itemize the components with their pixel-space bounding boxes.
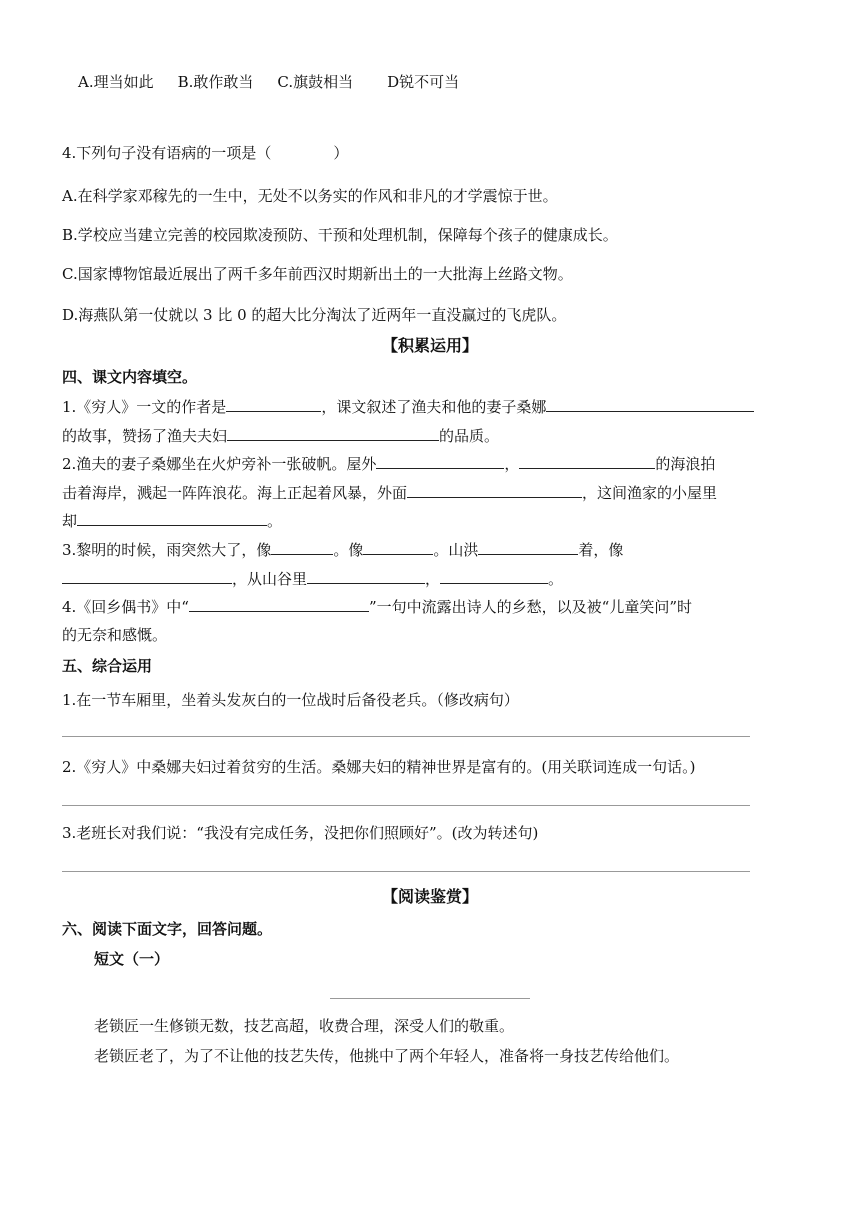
part5-q1: 1.在一节车厢里，坐着头发灰白的一位战时后备役老兵。（修改病句）: [62, 691, 519, 709]
passage-paragraph-1: 老锁匠一生修锁无数，技艺高超，收费合理，深受人们的敬重。: [94, 1017, 515, 1035]
fill-1-line1: 1.《穷人》一文的作者是 ，课文叙述了渔夫和他的妻子桑娜: [62, 396, 754, 417]
q4-option-c: C.国家博物馆最近展出了两千多年前西汉时期新出土的一大批海上丝路文物。: [62, 265, 573, 283]
fill-2-line3: 却 。: [62, 512, 283, 530]
option-c: C.旗鼓相当: [277, 73, 354, 91]
blank[interactable]: [307, 568, 425, 584]
part5-q3: 3.老班长对我们说：“我没有完成任务，没把你们照顾好”。(改为转述句): [62, 824, 539, 842]
blank[interactable]: [440, 568, 548, 584]
part5-heading: 五、综合运用: [62, 657, 153, 675]
answer-line[interactable]: [62, 805, 750, 806]
blank[interactable]: [189, 596, 369, 612]
blank[interactable]: [376, 453, 504, 469]
blank[interactable]: [226, 396, 321, 412]
fill-2-line1: 2.渔夫的妻子桑娜坐在火炉旁补一张破帆。屋外 ， 的海浪拍: [62, 455, 716, 473]
part5-q2: 2.《穷人》中桑娜夫妇过着贫穷的生活。桑娜夫妇的精神世界是富有的。(用关联词连成一句话。): [62, 758, 696, 776]
answer-line[interactable]: [62, 736, 750, 737]
fill-4-line2: 的无奈和感慨。: [62, 626, 168, 644]
fill-1-line2: 的故事，赞扬了渔夫夫妇 的品质。: [62, 427, 500, 445]
passage-subheading: 短文（一）: [94, 950, 170, 968]
q4-stem: 4.下列句子没有语病的一项是（ ）: [62, 144, 349, 162]
q3-options: [78, 72, 459, 92]
q4-option-b: B.学校应当建立完善的校园欺凌预防、干预和处理机制，保障每个孩子的健康成长。: [62, 226, 618, 244]
blank[interactable]: [62, 568, 232, 584]
fill-2-line2: 击着海岸，溅起一阵阵浪花。海上正起着风暴，外面 ，这间渔家的小屋里: [62, 484, 718, 502]
blank[interactable]: [271, 539, 333, 555]
passage-paragraph-2: 老锁匠老了，为了不让他的技艺失传，他挑中了两个年轻人，准备将一身技艺传给他们。: [94, 1047, 680, 1065]
option-b: B.敢作敢当: [177, 73, 254, 91]
part6-heading: 六、阅读下面文字，回答问题。: [62, 920, 273, 938]
passage-title-blank[interactable]: [330, 998, 530, 999]
blank[interactable]: [363, 539, 433, 555]
blank[interactable]: [546, 396, 754, 412]
fill-4-line1: 4.《回乡偶书》中“ ”一句中流露出诗人的乡愁，以及被“儿童笑问”时: [62, 598, 692, 616]
q4-option-d: D.海燕队第一仗就以 3 比 0 的超大比分淘汰了近两年一直没赢过的飞虎队。: [62, 306, 567, 324]
fill-3-line1: 3.黎明的时候，雨突然大了，像 。像 。山洪 着，像: [62, 541, 624, 559]
option-d: D锐不可当: [387, 73, 460, 91]
blank[interactable]: [407, 482, 582, 498]
blank[interactable]: [519, 453, 655, 469]
blank[interactable]: [227, 425, 439, 441]
section-title-jilei: 【积累运用】: [381, 336, 478, 355]
q4-option-a: A.在科学家邓稼先的一生中，无处不以务实的作风和非凡的才学震惊于世。: [62, 187, 558, 205]
answer-line[interactable]: [62, 871, 750, 872]
part4-heading: 四、课文内容填空。: [62, 368, 198, 386]
section-title-yuedu: 【阅读鉴赏】: [381, 887, 478, 906]
blank[interactable]: [478, 539, 578, 555]
option-a: A.理当如此: [78, 73, 154, 91]
fill-3-line2: ，从山谷里 ， 。: [62, 568, 563, 589]
blank[interactable]: [77, 510, 267, 526]
